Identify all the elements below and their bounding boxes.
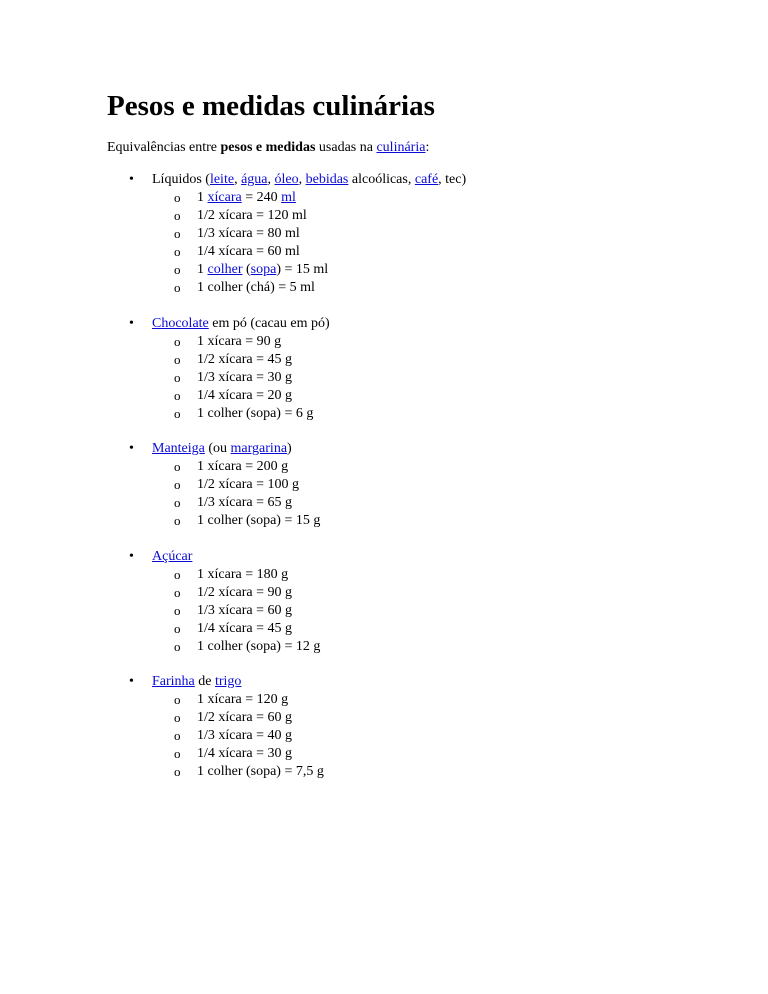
item-text: 1 colher (sopa) = 15 g	[197, 513, 321, 528]
list-item	[152, 225, 727, 243]
item-text: 1/3 xícara = 60 g	[197, 602, 292, 618]
item-text: 1 xícara = 200 g	[197, 459, 289, 474]
bullet-icon: •	[129, 441, 134, 456]
bullet-icon: •	[129, 548, 134, 564]
list-item	[152, 405, 727, 423]
item-text: 1/3 xícara = 30 g	[197, 369, 292, 385]
list-item	[152, 709, 727, 727]
item-text: 1 xícara = 180 g	[197, 566, 289, 582]
link-culinaria[interactable]: culinária	[376, 140, 426, 155]
list-item	[152, 189, 727, 207]
intro-text-end: :	[425, 140, 430, 155]
sublist-manteiga	[152, 458, 727, 530]
bullet-icon: •	[129, 315, 134, 331]
link-bebidas[interactable]: bebidas	[305, 172, 349, 187]
item-text: 1 xícara = 120 g	[197, 692, 289, 707]
heading-text: Líquidos (	[152, 172, 210, 187]
list-item	[152, 494, 727, 512]
list-item	[152, 279, 727, 297]
circle-bullet-icon: o	[174, 369, 181, 385]
circle-bullet-icon: o	[174, 244, 181, 259]
list-item	[152, 566, 727, 584]
circle-bullet-icon: o	[174, 692, 181, 707]
circle-bullet-icon: o	[174, 280, 181, 295]
section-farinha-heading	[152, 673, 727, 691]
list-item	[152, 333, 727, 351]
link-agua[interactable]: água	[241, 172, 268, 187]
list-item	[152, 638, 727, 656]
heading-text: , tec)	[438, 172, 467, 187]
link-margarina[interactable]: margarina	[230, 441, 288, 456]
separator: ,	[234, 172, 242, 187]
circle-bullet-icon: o	[174, 566, 181, 582]
link-cafe[interactable]: café	[414, 172, 439, 187]
measures-list	[107, 171, 727, 781]
intro-text-middle: usadas na	[315, 140, 377, 155]
circle-bullet-icon: o	[174, 764, 181, 779]
item-text: 1/2 xícara = 90 g	[197, 584, 292, 600]
section-manteiga-heading	[152, 440, 727, 458]
section-acucar-heading	[152, 548, 727, 566]
circle-bullet-icon: o	[174, 351, 181, 367]
circle-bullet-icon: o	[174, 495, 181, 510]
item-text: 1/4 xícara = 45 g	[197, 620, 292, 636]
list-item	[152, 745, 727, 763]
separator: ,	[298, 172, 306, 187]
list-item	[152, 207, 727, 225]
list-item	[152, 458, 727, 476]
bullet-icon: •	[129, 674, 134, 689]
item-text: = 240	[241, 190, 282, 205]
link-acucar[interactable]: Açúcar	[152, 548, 193, 564]
link-manteiga[interactable]: Manteiga	[152, 441, 205, 456]
link-sopa[interactable]: sopa	[250, 262, 277, 277]
sublist-farinha	[152, 691, 727, 781]
list-item	[152, 512, 727, 530]
sublist-chocolate	[152, 333, 727, 423]
circle-bullet-icon: o	[174, 584, 181, 600]
intro-bold-text: pesos e medidas	[220, 140, 316, 155]
separator: ,	[267, 172, 275, 187]
heading-text: )	[287, 441, 292, 456]
item-text: 1/3 xícara = 40 g	[197, 728, 292, 743]
heading-text: em pó (cacau em pó)	[208, 315, 330, 331]
link-oleo[interactable]: óleo	[274, 172, 299, 187]
sublist-liquidos	[152, 189, 727, 297]
list-item	[152, 243, 727, 261]
item-text: 1/2 xícara = 60 g	[197, 710, 292, 725]
intro-text-start: Equivalências entre	[107, 140, 221, 155]
item-text: ) = 15 ml	[276, 262, 329, 277]
item-text: 1/4 xícara = 30 g	[197, 746, 292, 761]
circle-bullet-icon: o	[174, 728, 181, 743]
item-text: 1 colher (chá) = 5 ml	[197, 280, 315, 295]
intro-paragraph	[107, 139, 727, 157]
section-chocolate-heading	[152, 315, 727, 333]
list-item	[152, 261, 727, 279]
link-colher[interactable]: colher	[207, 262, 243, 277]
list-item	[152, 763, 727, 781]
circle-bullet-icon: o	[174, 746, 181, 761]
item-text: 1/4 xícara = 20 g	[197, 387, 292, 403]
circle-bullet-icon: o	[174, 710, 181, 725]
heading-text: alcoólicas,	[348, 172, 415, 187]
circle-bullet-icon: o	[174, 405, 181, 421]
link-farinha[interactable]: Farinha	[152, 674, 195, 689]
list-item	[152, 584, 727, 602]
section-acucar	[107, 548, 727, 656]
list-item	[152, 387, 727, 405]
item-text: 1/2 xícara = 120 ml	[197, 208, 307, 223]
circle-bullet-icon: o	[174, 190, 181, 205]
link-chocolate[interactable]: Chocolate	[152, 315, 209, 331]
item-text: 1 colher (sopa) = 7,5 g	[197, 764, 324, 779]
list-item	[152, 476, 727, 494]
list-item	[152, 351, 727, 369]
circle-bullet-icon: o	[174, 638, 181, 654]
list-item	[152, 620, 727, 638]
circle-bullet-icon: o	[174, 262, 181, 277]
list-item	[152, 727, 727, 745]
item-text: (	[242, 262, 251, 277]
item-text: 1 colher (sopa) = 12 g	[197, 638, 321, 654]
circle-bullet-icon: o	[174, 387, 181, 403]
link-trigo[interactable]: trigo	[214, 674, 242, 689]
list-item	[152, 602, 727, 620]
heading-text: de	[194, 674, 215, 689]
link-ml[interactable]: ml	[281, 190, 296, 205]
section-liquidos	[107, 171, 727, 297]
section-manteiga	[107, 440, 727, 530]
circle-bullet-icon: o	[174, 226, 181, 241]
section-chocolate	[107, 315, 727, 423]
circle-bullet-icon: o	[174, 459, 181, 474]
item-text: 1	[197, 262, 208, 277]
sublist-acucar	[152, 566, 727, 656]
list-item	[152, 691, 727, 709]
item-text: 1/2 xícara = 45 g	[197, 351, 292, 367]
item-text: 1 xícara = 90 g	[197, 333, 282, 349]
circle-bullet-icon: o	[174, 513, 181, 528]
link-leite[interactable]: leite	[209, 172, 235, 187]
item-text: 1	[197, 190, 208, 205]
link-xicara[interactable]: xícara	[207, 190, 242, 205]
item-text: 1/4 xícara = 60 ml	[197, 244, 300, 259]
item-text: 1/3 xícara = 80 ml	[197, 226, 300, 241]
section-liquidos-heading	[152, 171, 727, 189]
bullet-icon: •	[129, 172, 134, 187]
document-page	[107, 86, 727, 799]
circle-bullet-icon: o	[174, 208, 181, 223]
circle-bullet-icon: o	[174, 477, 181, 492]
circle-bullet-icon: o	[174, 620, 181, 636]
item-text: 1/3 xícara = 65 g	[197, 495, 292, 510]
circle-bullet-icon: o	[174, 333, 181, 349]
list-item	[152, 369, 727, 387]
item-text: 1/2 xícara = 100 g	[197, 477, 299, 492]
circle-bullet-icon: o	[174, 602, 181, 618]
section-farinha	[107, 673, 727, 781]
item-text: 1 colher (sopa) = 6 g	[197, 405, 314, 421]
page-title: Pesos e medidas culinárias	[107, 90, 435, 122]
heading-text: (ou	[204, 441, 231, 456]
